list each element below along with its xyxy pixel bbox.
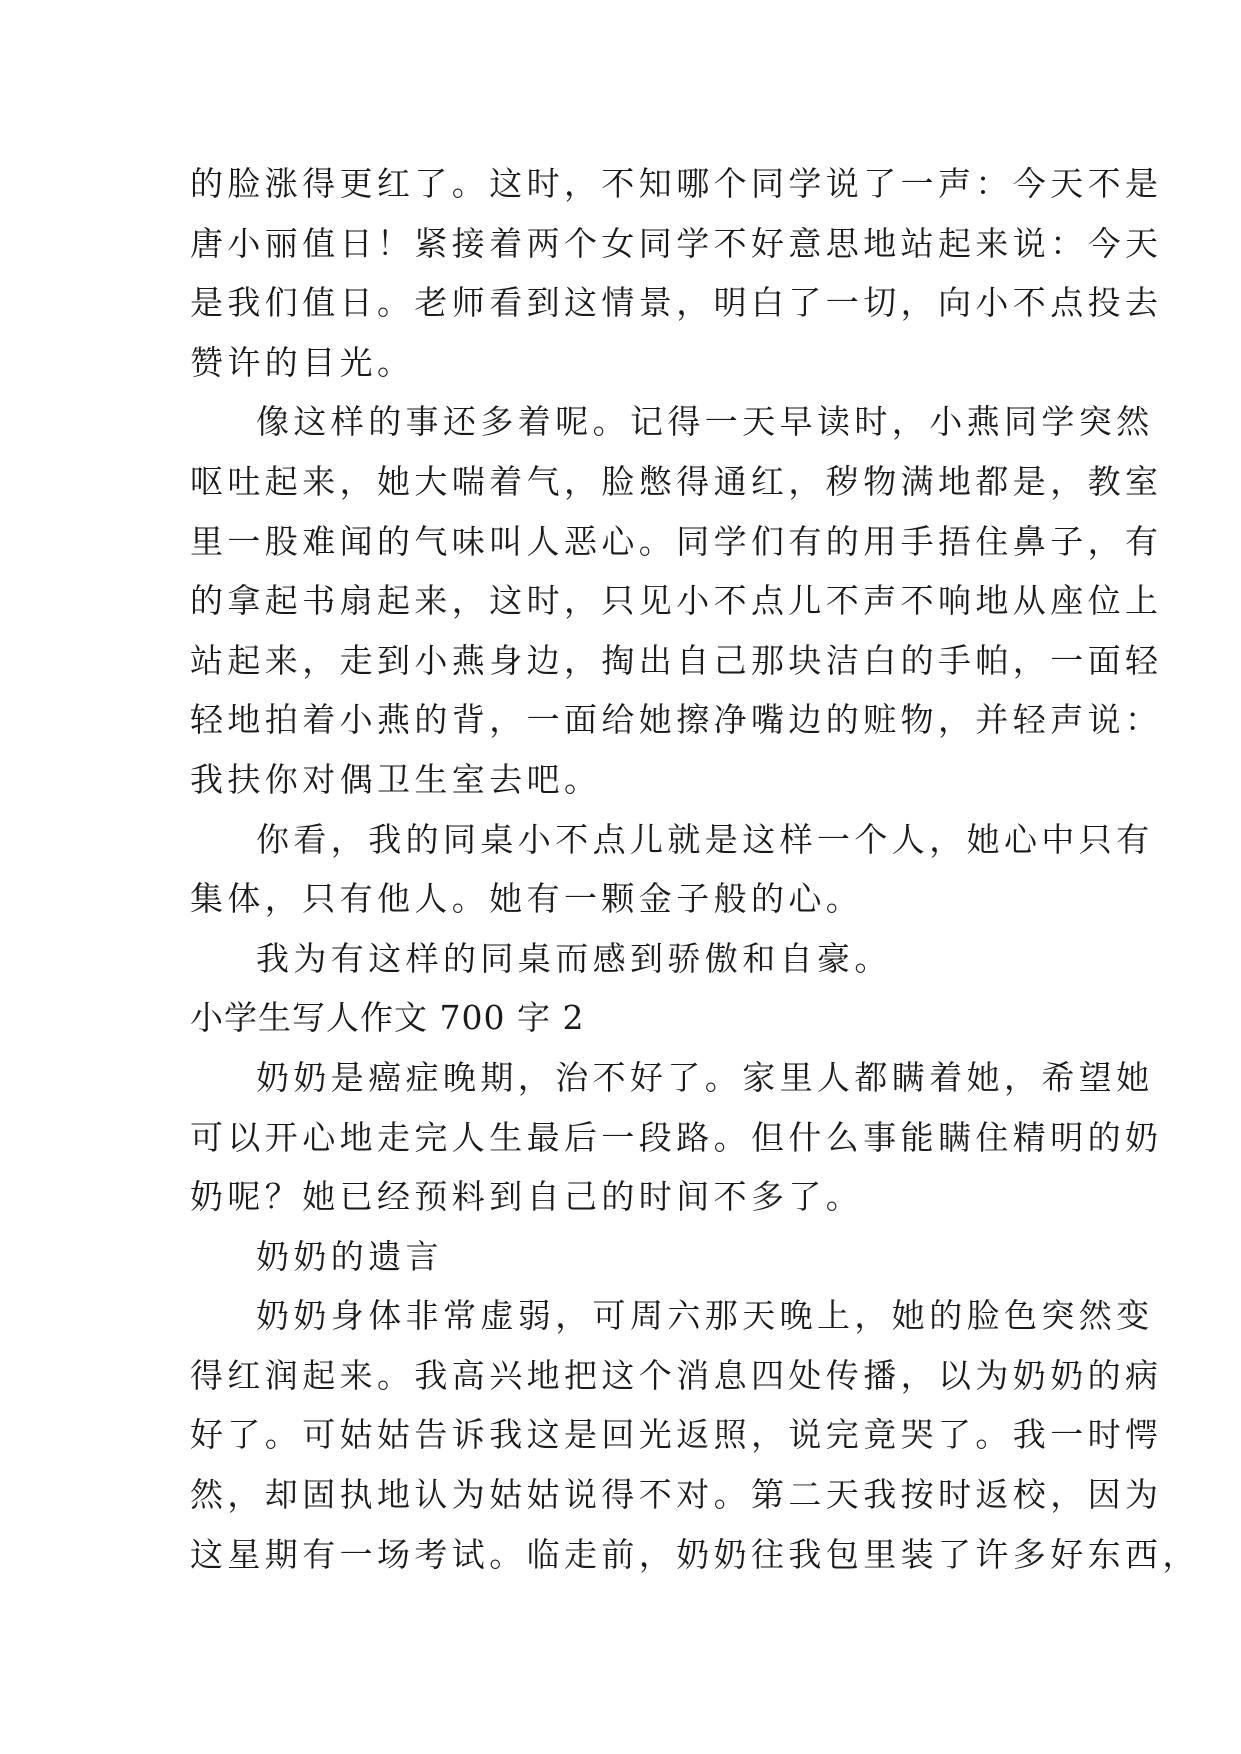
text-line: 赞许的目光。	[190, 342, 415, 382]
text-line: 里一股难闻的气味叫人恶心。同学们有的用手捂住鼻子，有	[190, 521, 1163, 561]
text-line: 得红润起来。我高兴地把这个消息四处传播，以为奶奶的病	[190, 1355, 1163, 1395]
paragraph-first-line: 奶奶身体非常虚弱，可周六那天晚上，她的脸色突然变	[256, 1296, 1154, 1336]
text-line: 呕吐起来，她大喘着气，脸憋得通红，秽物满地都是，教室	[190, 461, 1163, 501]
text-line: 是我们值日。老师看到这情景，明白了一切，向小不点投去	[190, 283, 1163, 323]
text-line: 奶呢？她已经预料到自己的时间不多了。	[190, 1177, 864, 1217]
text-line: 轻地拍着小燕的背，一面给她擦净嘴边的赃物，并轻声说：	[190, 700, 1163, 740]
paragraph-first-line: 我为有这样的同桌而感到骄傲和自豪。	[256, 938, 892, 978]
text-line: 然，却固执地认为姑姑说得不对。第二天我按时返校，因为	[190, 1475, 1163, 1515]
text-line: 我扶你对偶卫生室去吧。	[190, 759, 602, 799]
section-heading: 小学生写人作文 700 字 2	[190, 998, 585, 1038]
text-line: 站起来，走到小燕身边，掏出自己那块洁白的手帕，一面轻	[190, 640, 1163, 680]
text-line: 可以开心地走完人生最后一段路。但什么事能瞒住精明的奶	[190, 1117, 1163, 1157]
text-line: 的脸涨得更红了。这时，不知哪个同学说了一声：今天不是	[190, 164, 1163, 203]
text-line: 集体，只有他人。她有一颗金子般的心。	[190, 879, 864, 919]
text-line: 这星期有一场考试。临走前，奶奶往我包里装了许多好东西，	[190, 1534, 1200, 1574]
paragraph-first-line: 像这样的事还多着呢。记得一天早读时，小燕同学突然	[256, 402, 1154, 442]
paragraph-first-line: 奶奶是癌症晚期，治不好了。家里人都瞒着她，希望她	[256, 1057, 1154, 1097]
text-line: 的拿起书扇起来，这时，只见小不点儿不声不响地从座位上	[190, 581, 1163, 621]
document-body	[190, 154, 1200, 1584]
paragraph-first-line: 你看，我的同桌小不点儿就是这样一个人，她心中只有	[256, 819, 1154, 859]
subtitle-line: 奶奶的遗言	[256, 1236, 443, 1276]
text-line: 好了。可姑姑告诉我这是回光返照，说完竟哭了。我一时愕	[190, 1415, 1163, 1455]
text-line: 唐小丽值日！紧接着两个女同学不好意思地站起来说：今天	[190, 223, 1163, 263]
